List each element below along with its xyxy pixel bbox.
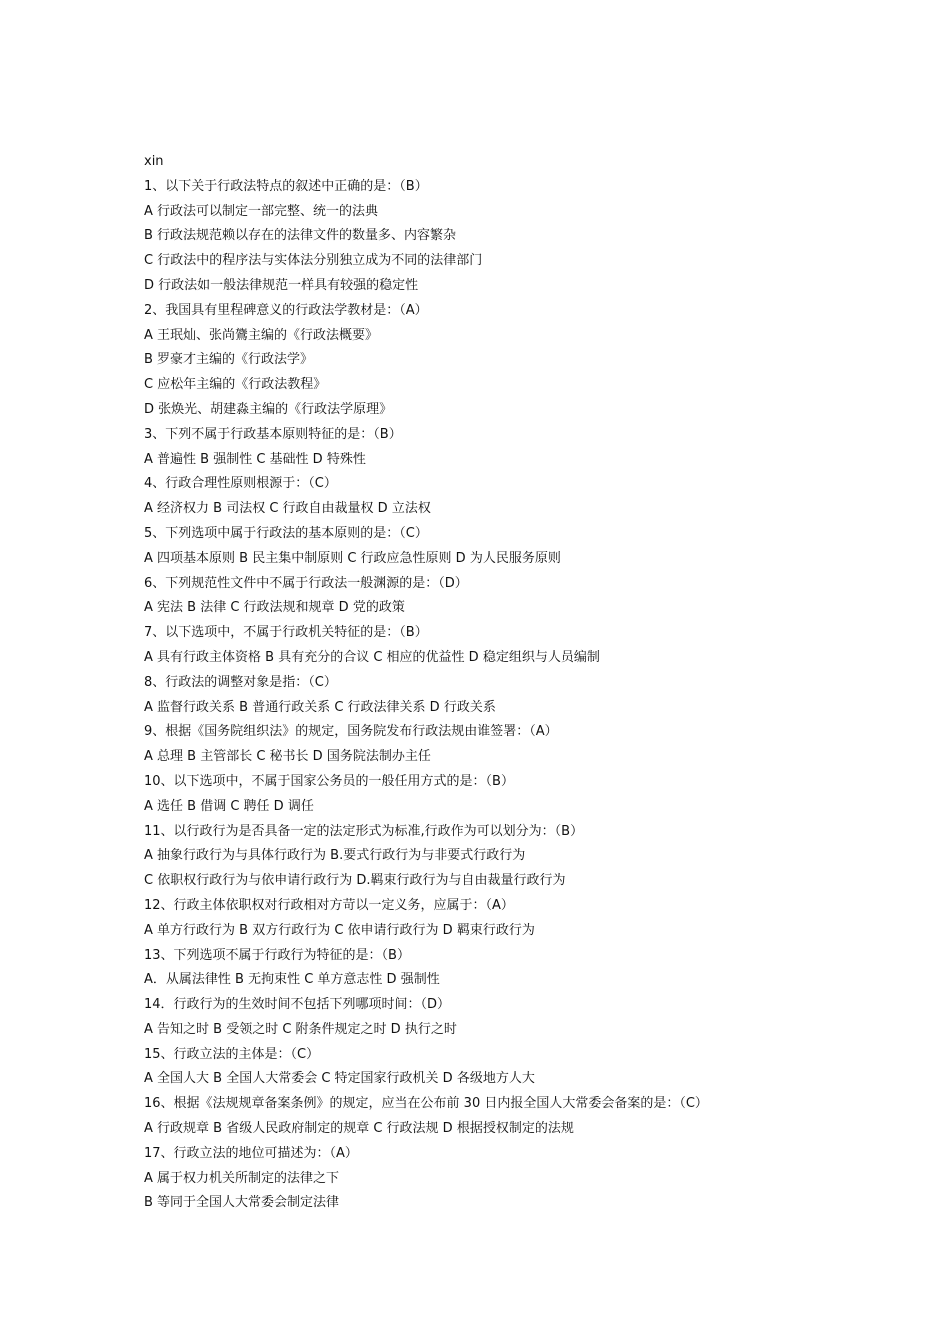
option-line: A 监督行政关系 B 普通行政关系 C 行政法律关系 D 行政关系 bbox=[144, 699, 496, 715]
option-line: C 应松年主编的《行政法教程》 bbox=[144, 377, 327, 393]
question-11: 11、以行政行为是否具备一定的法定形式为标准,行政作为可以划分为：（B） bbox=[144, 823, 584, 839]
option-line: A 宪法 B 法律 C 行政法规和规章 D 党的政策 bbox=[144, 600, 405, 616]
document-body bbox=[144, 150, 844, 1216]
option-line: B 行政法规范赖以存在的法律文件的数量多、内容繁杂 bbox=[144, 228, 457, 244]
option-line: A．从属法律性 B 无拘束性 C 单方意志性 D 强制性 bbox=[144, 972, 440, 988]
question-5: 5、下列选项中属于行政法的基本原则的是：（C） bbox=[144, 525, 428, 541]
document-heading: xin bbox=[144, 154, 164, 169]
option-line: B 罗豪才主编的《行政法学》 bbox=[144, 352, 314, 368]
question-10: 10、以下选项中，不属于国家公务员的一般任用方式的是：（B） bbox=[144, 773, 514, 789]
question-3: 3、下列不属于行政基本原则特征的是：（B） bbox=[144, 426, 402, 442]
question-17: 17、行政立法的地位可描述为：（A） bbox=[144, 1145, 358, 1161]
question-7: 7、以下选项中，不属于行政机关特征的是：（B） bbox=[144, 625, 428, 641]
option-line: B 等同于全国人大常委会制定法律 bbox=[144, 1195, 340, 1211]
question-1: 1、以下关于行政法特点的叙述中正确的是：（B） bbox=[144, 178, 428, 194]
option-line: A 总理 B 主管部长 C 秘书长 D 国务院法制办主任 bbox=[144, 749, 431, 765]
question-16: 16、根据《法规规章备案条例》的规定，应当在公布前 30 日内报全国人大常委会备案的是：（C） bbox=[144, 1096, 708, 1112]
option-line: A 单方行政行为 B 双方行政行为 C 依申请行政行为 D 羁束行政行为 bbox=[144, 922, 535, 938]
question-13: 13、下列选项不属于行政行为特征的是：（B） bbox=[144, 947, 410, 963]
question-9: 9、根据《国务院组织法》的规定，国务院发布行政法规由谁签署：（A） bbox=[144, 724, 558, 740]
option-line: C 行政法中的程序法与实体法分别独立成为不同的法律部门 bbox=[144, 253, 483, 269]
question-8: 8、行政法的调整对象是指：（C） bbox=[144, 674, 337, 690]
option-line: A 属于权力机关所制定的法律之下 bbox=[144, 1170, 340, 1186]
option-line: C 依职权行政行为与依申请行政行为 D.羁束行政行为与自由裁量行政行为 bbox=[144, 873, 566, 889]
question-2: 2、我国具有里程碑意义的行政法学教材是：（A） bbox=[144, 302, 428, 318]
option-line: A 行政法可以制定一部完整、统一的法典 bbox=[144, 203, 379, 219]
option-line: A 全国人大 B 全国人大常委会 C 特定国家行政机关 D 各级地方人大 bbox=[144, 1071, 535, 1087]
question-6: 6、下列规范性文件中不属于行政法一般渊源的是：（D） bbox=[144, 575, 468, 591]
option-line: D 张焕光、胡建淼主编的《行政法学原理》 bbox=[144, 401, 393, 417]
option-line: A 经济权力 B 司法权 C 行政自由裁量权 D 立法权 bbox=[144, 501, 431, 517]
option-line: A 选任 B 借调 C 聘任 D 调任 bbox=[144, 798, 314, 814]
option-line: D 行政法如一般法律规范一样具有较强的稳定性 bbox=[144, 277, 419, 293]
option-line: A 四项基本原则 B 民主集中制原则 C 行政应急性原则 D 为人民服务原则 bbox=[144, 550, 561, 566]
option-line: A 行政规章 B 省级人民政府制定的规章 C 行政法规 D 根据授权制定的法规 bbox=[144, 1121, 574, 1137]
option-line: A 抽象行政行为与具体行政行为 B.要式行政行为与非要式行政行为 bbox=[144, 848, 526, 864]
question-4: 4、行政合理性原则根源于：（C） bbox=[144, 476, 337, 492]
question-15: 15、行政立法的主体是：（C） bbox=[144, 1046, 320, 1062]
question-12: 12、行政主体依职权对行政相对方苛以一定义务，应属于：（A） bbox=[144, 897, 514, 913]
option-line: A 告知之时 B 受领之时 C 附条件规定之时 D 执行之时 bbox=[144, 1021, 457, 1037]
option-line: A 王珉灿、张尚鷟主编的《行政法概要》 bbox=[144, 327, 379, 343]
option-line: A 具有行政主体资格 B 具有充分的合议 C 相应的优益性 D 稳定组织与人员编制 bbox=[144, 649, 600, 665]
option-line: A 普遍性 B 强制性 C 基础性 D 特殊性 bbox=[144, 451, 366, 467]
question-14: 14．行政行为的生效时间不包括下列哪项时间：（D） bbox=[144, 997, 451, 1013]
